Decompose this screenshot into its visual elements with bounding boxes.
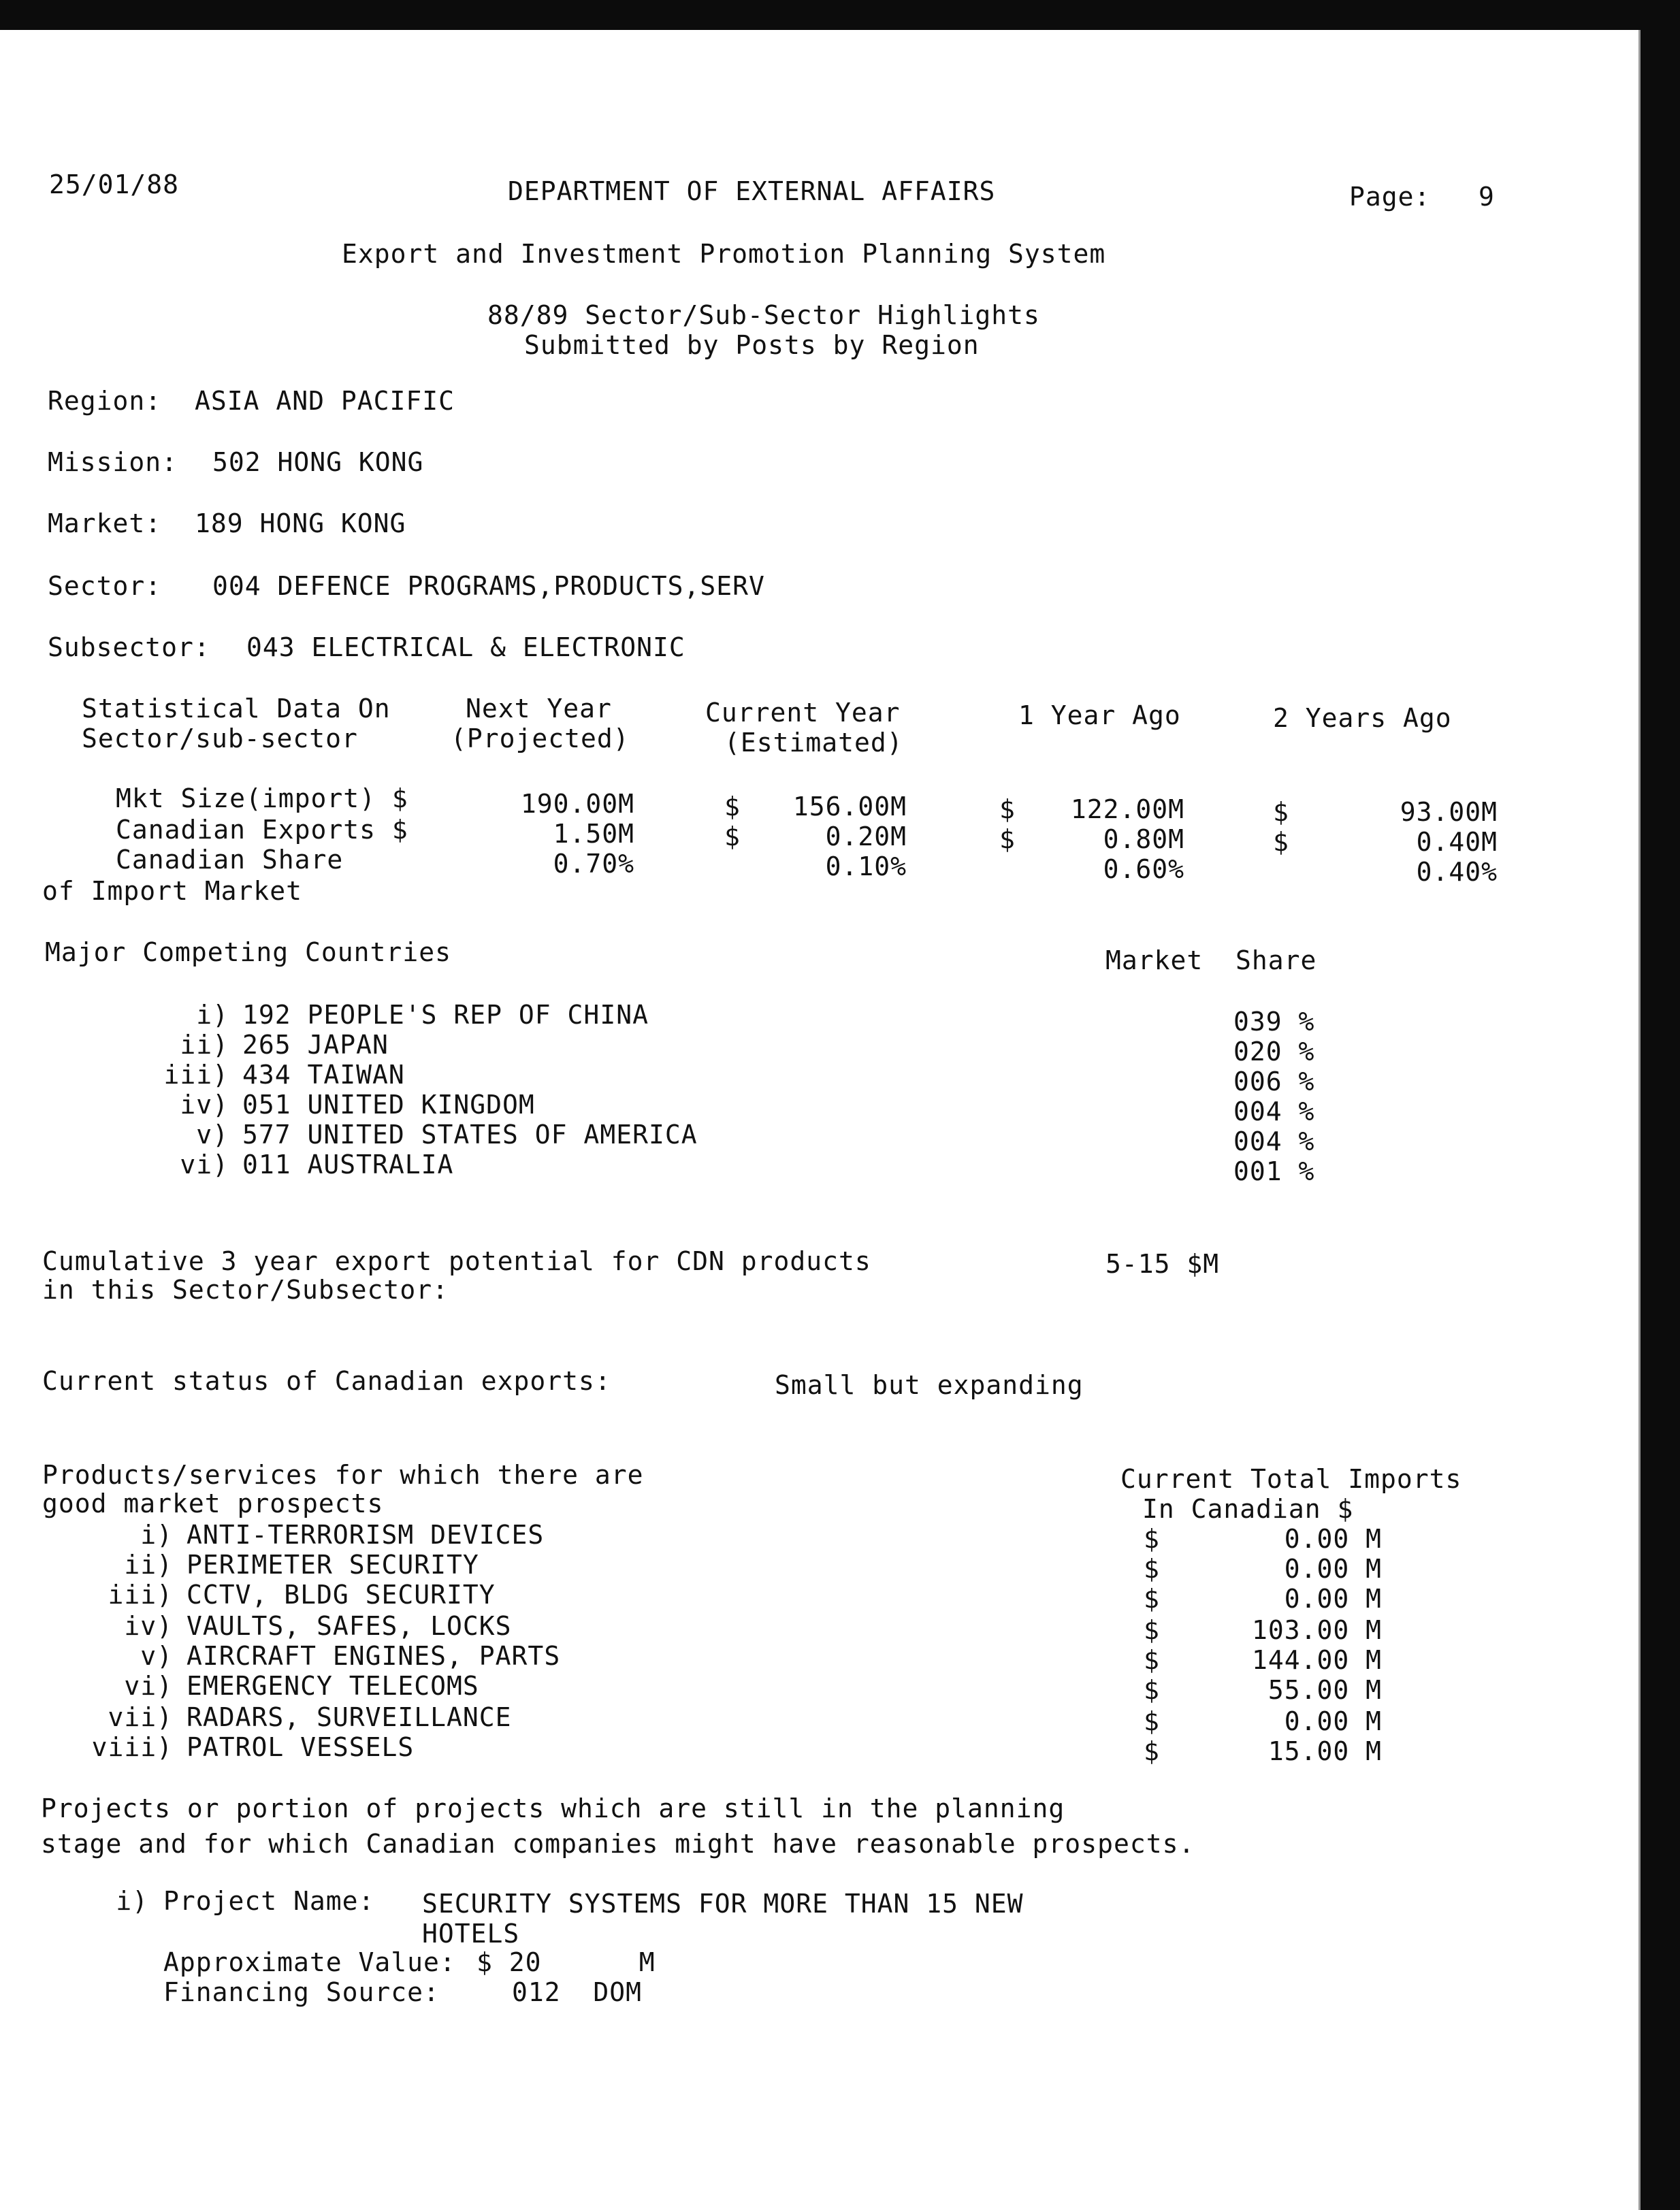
- stats-two-years-ago-value: 0.40M: [1416, 827, 1498, 857]
- region-label: Region:: [48, 386, 162, 416]
- products-intro-line2: good market prospects: [42, 1489, 384, 1518]
- stats-one-year-ago-value: 0.80M: [1103, 824, 1184, 854]
- sector-value: 004 DEFENCE PROGRAMS,PRODUCTS,SERV: [212, 571, 765, 601]
- export-potential-value: 5-15 $M: [1105, 1249, 1220, 1279]
- product-import-value: 0.00 M: [1284, 1554, 1382, 1584]
- stats-next-year-value: 190.00M: [520, 789, 634, 819]
- product-import-value: 144.00 M: [1251, 1645, 1382, 1675]
- scan-border-right: [1641, 30, 1680, 2210]
- export-status-label: Current status of Canadian exports:: [42, 1366, 611, 1396]
- dollar-sign: $: [1144, 1736, 1160, 1766]
- stats-two-years-ago-value: 93.00M: [1400, 797, 1498, 827]
- export-potential-line2: in this Sector/Subsector:: [42, 1275, 449, 1305]
- competitor-number: iii): [163, 1060, 229, 1090]
- competitor-number: ii): [180, 1030, 229, 1060]
- products-intro-line1: Products/services for which there are: [42, 1460, 644, 1490]
- stats-header-current-year: Current Year: [705, 698, 901, 728]
- sector-label: Sector:: [48, 571, 162, 601]
- competitor-number: vi): [180, 1150, 229, 1180]
- product-import-value: 0.00 M: [1284, 1524, 1382, 1554]
- projects-intro-line2: stage and for which Canadian companies might have reasonable prospects.: [41, 1829, 1195, 1859]
- report-subtitle: Submitted by Posts by Region: [524, 330, 980, 360]
- competitor-share: 006 %: [1233, 1067, 1315, 1096]
- competitor-number: i): [196, 1000, 229, 1030]
- product-name: AIRCRAFT ENGINES, PARTS: [187, 1641, 561, 1671]
- scan-page-edge: [1638, 30, 1641, 2210]
- project-name-line2: HOTELS: [422, 1919, 520, 1949]
- product-import-value: 55.00 M: [1267, 1675, 1382, 1705]
- product-import-value: 0.00 M: [1284, 1584, 1382, 1614]
- dollar-sign: $: [1144, 1675, 1160, 1705]
- product-number: iii): [108, 1580, 173, 1610]
- stats-header-two-years-ago: 2 Years Ago: [1273, 703, 1452, 733]
- competitor-share: 001 %: [1233, 1156, 1315, 1186]
- competitor-name: 051 UNITED KINGDOM: [242, 1090, 535, 1120]
- stats-header-next-year: Next Year: [466, 694, 612, 724]
- competitors-title: Major Competing Countries: [45, 937, 451, 967]
- dollar-sign: $: [999, 824, 1016, 854]
- dollar-sign: $: [1144, 1645, 1160, 1675]
- competitor-name: 577 UNITED STATES OF AMERICA: [242, 1120, 698, 1150]
- stats-header-projected: (Projected): [451, 724, 630, 753]
- product-name: EMERGENCY TELECOMS: [187, 1671, 479, 1701]
- competitor-name: 434 TAIWAN: [242, 1060, 405, 1090]
- market-value: 189 HONG KONG: [195, 508, 406, 538]
- dollar-sign: $: [1273, 797, 1289, 827]
- project-financing-value: 012 DOM: [512, 1977, 643, 2007]
- market-share-header: Market Share: [1105, 945, 1317, 975]
- export-potential-line1: Cumulative 3 year export potential for CDN products: [42, 1246, 871, 1276]
- dollar-sign: $: [1144, 1584, 1160, 1614]
- dollar-sign: $: [1273, 827, 1289, 857]
- stats-header-col0-line2: Sector/sub-sector: [82, 724, 358, 753]
- product-name: VAULTS, SAFES, LOCKS: [187, 1611, 512, 1641]
- dollar-sign: $: [1144, 1524, 1160, 1554]
- project-value: $ 20 M: [476, 1947, 656, 1977]
- report-date: 25/01/88: [49, 169, 180, 199]
- product-name: PERIMETER SECURITY: [187, 1550, 479, 1580]
- product-import-value: 15.00 M: [1267, 1736, 1382, 1766]
- competitor-share: 004 %: [1233, 1096, 1315, 1126]
- subsector-value: 043 ELECTRICAL & ELECTRONIC: [246, 632, 685, 662]
- mission-label: Mission:: [48, 447, 178, 477]
- product-name: ANTI-TERRORISM DEVICES: [187, 1520, 545, 1550]
- product-import-value: 103.00 M: [1251, 1615, 1382, 1645]
- stats-next-year-value: 0.70%: [553, 849, 634, 879]
- scan-border-top: [0, 0, 1680, 30]
- dollar-sign: $: [1144, 1706, 1160, 1736]
- dollar-sign: $: [724, 792, 741, 822]
- product-name: PATROL VESSELS: [187, 1732, 415, 1762]
- page-label: Page:: [1349, 182, 1431, 212]
- stats-row-label: Mkt Size(import) $: [116, 783, 408, 813]
- page-number: 9: [1479, 182, 1495, 212]
- product-number: vii): [108, 1702, 173, 1732]
- imports-header-line1: Current Total Imports: [1120, 1464, 1462, 1494]
- projects-intro-line1: Projects or portion of projects which are still in the planning: [41, 1793, 1065, 1823]
- stats-one-year-ago-value: 0.60%: [1103, 854, 1184, 884]
- stats-next-year-value: 1.50M: [553, 819, 634, 849]
- product-number: ii): [124, 1550, 173, 1580]
- project-name-line1: SECURITY SYSTEMS FOR MORE THAN 15 NEW: [422, 1889, 1024, 1919]
- stats-header-one-year-ago: 1 Year Ago: [1018, 700, 1181, 730]
- department-name: DEPARTMENT OF EXTERNAL AFFAIRS: [508, 176, 996, 206]
- export-status-value: Small but expanding: [775, 1370, 1084, 1400]
- competitor-number: v): [196, 1120, 229, 1150]
- dollar-sign: $: [1144, 1615, 1160, 1645]
- report-title: 88/89 Sector/Sub-Sector Highlights: [487, 300, 1040, 330]
- product-import-value: 0.00 M: [1284, 1706, 1382, 1736]
- dollar-sign: $: [999, 794, 1016, 824]
- competitor-share: 039 %: [1233, 1007, 1315, 1037]
- system-title: Export and Investment Promotion Planning System: [342, 239, 1106, 269]
- stats-current-year-value: 156.00M: [792, 792, 907, 822]
- imports-header-line2: In Canadian $: [1142, 1494, 1354, 1524]
- project-financing-label: Financing Source:: [163, 1977, 440, 2007]
- competitor-number: iv): [180, 1090, 229, 1120]
- competitor-name: 192 PEOPLE'S REP OF CHINA: [242, 1000, 649, 1030]
- competitor-name: 265 JAPAN: [242, 1030, 389, 1060]
- product-number: vi): [124, 1671, 173, 1701]
- dollar-sign: $: [1144, 1554, 1160, 1584]
- product-number: iv): [124, 1611, 173, 1641]
- stats-row-label: Canadian Share: [116, 845, 344, 875]
- stats-current-year-value: 0.20M: [825, 822, 907, 851]
- product-name: CCTV, BLDG SECURITY: [187, 1580, 496, 1610]
- project-number: i): [116, 1886, 148, 1916]
- stats-current-year-value: 0.10%: [825, 851, 907, 881]
- project-value-label: Approximate Value:: [163, 1947, 456, 1977]
- stats-header-estimated: (Estimated): [724, 728, 903, 758]
- mission-value: 502 HONG KONG: [212, 447, 424, 477]
- product-number: viii): [91, 1732, 173, 1762]
- subsector-label: Subsector:: [48, 632, 210, 662]
- competitor-share: 020 %: [1233, 1037, 1315, 1067]
- stats-row-label: Canadian Exports $: [116, 815, 408, 845]
- product-number: i): [140, 1520, 173, 1550]
- stats-one-year-ago-value: 122.00M: [1070, 794, 1184, 824]
- market-label: Market:: [48, 508, 162, 538]
- product-name: RADARS, SURVEILLANCE: [187, 1702, 512, 1732]
- dollar-sign: $: [724, 822, 741, 851]
- product-number: v): [140, 1641, 173, 1671]
- project-name-label: Project Name:: [163, 1886, 375, 1916]
- stats-row-label-continued: of Import Market: [42, 876, 303, 906]
- competitor-name: 011 AUSTRALIA: [242, 1150, 454, 1180]
- stats-header-col0-line1: Statistical Data On: [82, 694, 391, 724]
- region-value: ASIA AND PACIFIC: [195, 386, 455, 416]
- stats-two-years-ago-value: 0.40%: [1416, 857, 1498, 887]
- competitor-share: 004 %: [1233, 1126, 1315, 1156]
